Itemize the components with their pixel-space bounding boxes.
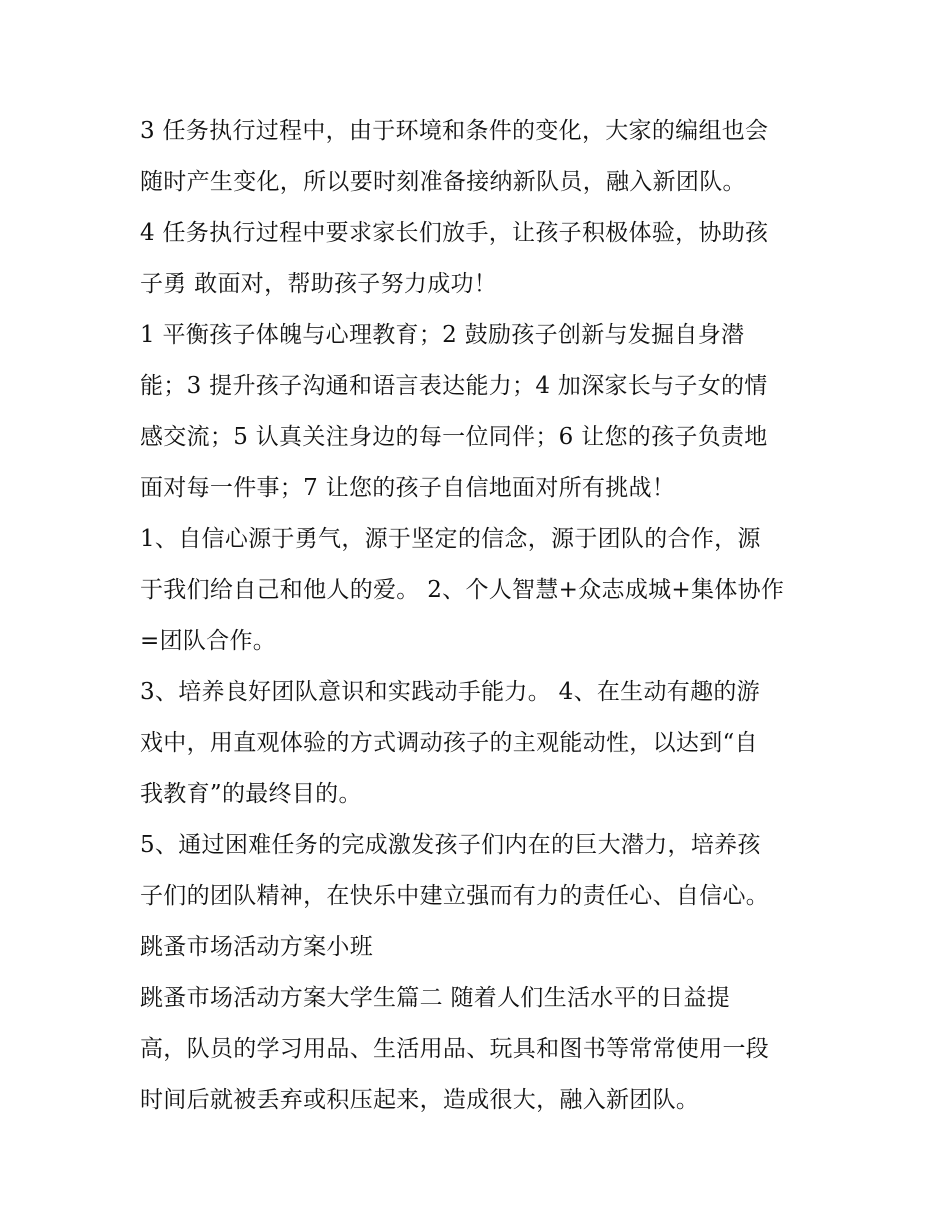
text-line: 3、培养良好团队意识和实践动手能力。 4、在生动有趣的游: [140, 679, 760, 705]
text-line: =团队合作。: [140, 628, 277, 654]
text-line: 跳蚤市场活动方案大学生篇二 随着人们生活水平的日益提: [140, 985, 731, 1011]
text-line: 感交流；5 认真关注身边的每一位同伴；6 让您的孩子负责地: [140, 424, 768, 450]
text-line: 能；3 提升孩子沟通和语言表达能力；4 加深家长与子女的情: [140, 373, 768, 399]
text-line: 子勇 敢面对，帮助孩子努力成功！: [140, 271, 498, 297]
text-line: 于我们给自己和他人的爱。 2、个人智慧+众志成城+集体协作: [140, 577, 785, 603]
text-line: 时间后就被丢弃或积压起来，造成很大，融入新团队。: [140, 1087, 700, 1113]
text-line: 子们的团队精神，在快乐中建立强而有力的责任心、自信心。: [140, 883, 770, 909]
text-line: 3 任务执行过程中，由于环境和条件的变化，大家的编组也会: [140, 118, 769, 144]
text-line: 4 任务执行过程中要求家长们放手，让孩子积极体验，协助孩: [140, 220, 769, 246]
text-line: 我教育”的最终目的。: [140, 781, 362, 807]
text-line: 高，队员的学习用品、生活用品、玩具和图书等常常使用一段: [140, 1036, 770, 1062]
text-line: 5、通过困难任务的完成激发孩子们内在的巨大潜力，培养孩: [140, 832, 761, 858]
text-line: 1、自信心源于勇气，源于坚定的信念，源于团队的合作，源: [140, 526, 761, 552]
text-line: 随时产生变化，所以要时刻准备接纳新队员，融入新团队。: [140, 169, 746, 195]
text-line: 面对每一件事；7 让您的孩子自信地面对所有挑战！: [140, 475, 676, 501]
text-line: 戏中，用直观体验的方式调动孩子的主观能动性，以达到“自: [140, 730, 758, 756]
section-heading: 跳蚤市场活动方案小班: [140, 934, 373, 960]
text-line: 1 平衡孩子体魄与心理教育；2 鼓励孩子创新与发掘自身潜: [140, 322, 745, 348]
document-body: [140, 106, 820, 1126]
